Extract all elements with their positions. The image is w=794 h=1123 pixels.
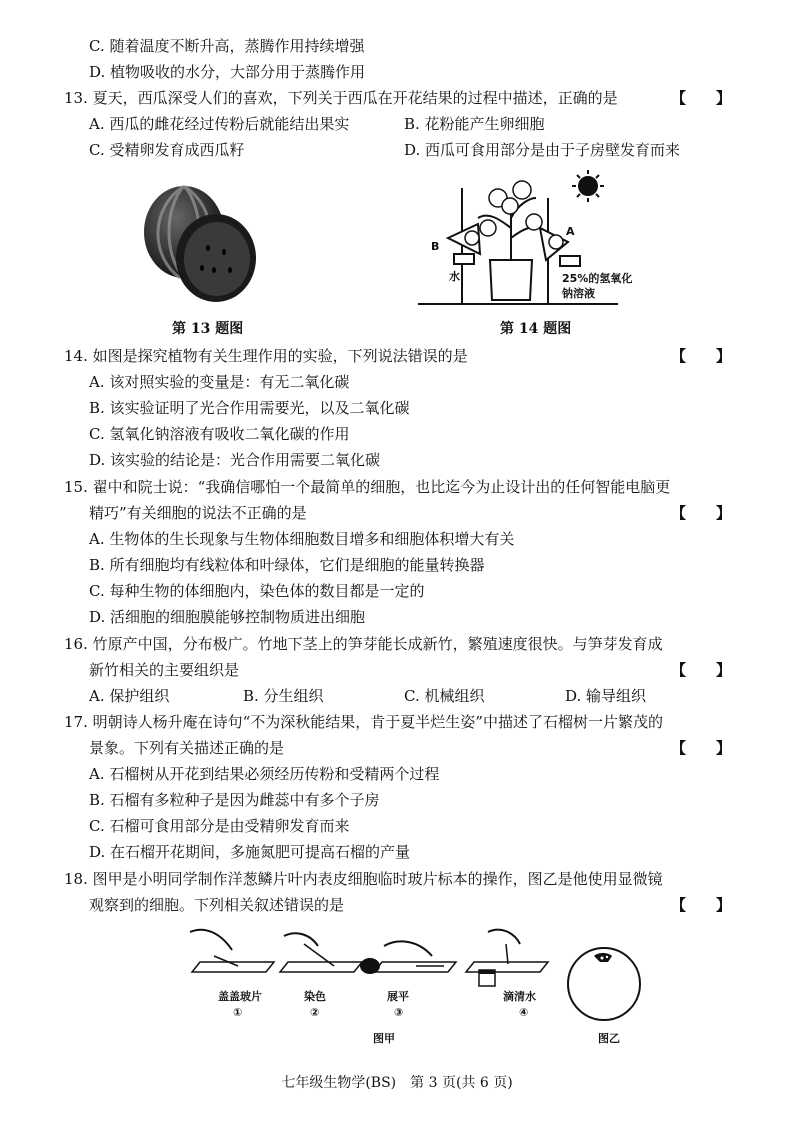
- fig14-label-b: B: [431, 240, 440, 253]
- q16-option-c: C. 机械组织: [404, 687, 485, 705]
- fig-yi-caption: 图乙: [598, 1032, 620, 1045]
- q16-stem-line2: 新竹相关的主要组织是: [89, 661, 240, 679]
- q16-stem-line1: 16. 竹原产中国，分布极广。竹地下茎上的笋芽能长成新竹，繁殖速度很快。与笋芽发育成: [64, 635, 663, 653]
- q18-answer-bracket: 【 】: [671, 896, 732, 914]
- q13-option-b: B. 花粉能产生卵细胞: [404, 115, 545, 133]
- fig14-label-water: 水: [449, 270, 460, 283]
- q17-stem-line2: 景象。下列有关描述正确的是: [89, 739, 285, 757]
- q18-stem-line2: 观察到的细胞。下列相关叙述错误的是: [89, 896, 345, 914]
- q15-option-d: D. 活细胞的细胞膜能够控制物质进出细胞: [89, 608, 366, 626]
- fig14-caption: 第 14 题图: [500, 321, 572, 337]
- slide-preparation-steps-illustration: [184, 926, 554, 988]
- q12-option-d: D. 植物吸收的水分，大部分用于蒸腾作用: [89, 63, 366, 81]
- watermelon-illustration: [140, 178, 260, 306]
- q15-option-c: C. 每种生物的体细胞内，染色体的数目都是一定的: [89, 582, 425, 600]
- q14-option-a: A. 该对照实验的变量是：有无二氧化碳: [89, 373, 350, 391]
- step2-number: ②: [310, 1006, 320, 1019]
- step2-label: 染色: [304, 990, 326, 1003]
- q14-answer-bracket: 【 】: [671, 347, 732, 365]
- q14-option-b: B. 该实验证明了光合作用需要光，以及二氧化碳: [89, 399, 410, 417]
- step1-number: ①: [233, 1006, 243, 1019]
- q13-option-a: A. 西瓜的雌花经过传粉后就能结出果实: [89, 115, 350, 133]
- step4-label: 滴清水: [503, 990, 536, 1003]
- step1-label: 盖盖玻片: [218, 990, 262, 1003]
- q17-option-d: D. 在石榴开花期间，多施氮肥可提高石榴的产量: [89, 843, 411, 861]
- page-footer: 七年级生物学(BS) 第 3 页(共 6 页): [281, 1075, 513, 1091]
- step4-number: ④: [519, 1006, 529, 1019]
- q14-option-c: C. 氢氧化钠溶液有吸收二氧化碳的作用: [89, 425, 350, 443]
- q13-answer-bracket: 【 】: [671, 89, 732, 107]
- step3-label: 展平: [387, 990, 409, 1003]
- q15-answer-bracket: 【 】: [671, 504, 732, 522]
- q16-option-a: A. 保护组织: [89, 687, 170, 705]
- q16-answer-bracket: 【 】: [671, 661, 732, 679]
- step3-number: ③: [394, 1006, 404, 1019]
- q15-stem-line1: 15. 翟中和院士说：“我确信哪怕一个最简单的细胞，也比迄今为止设计出的任何智能电脑更: [64, 478, 671, 496]
- q14-stem: 14. 如图是探究植物有关生理作用的实验，下列说法错误的是: [64, 347, 468, 365]
- fig14-label-a: A: [566, 225, 575, 238]
- q13-stem: 13. 夏天，西瓜深受人们的喜欢，下列关于西瓜在开花结果的过程中描述，正确的是: [64, 89, 618, 107]
- fig-jia-caption: 图甲: [373, 1032, 395, 1045]
- q15-option-a: A. 生物体的生长现象与生物体细胞数目增多和细胞体积增大有关: [89, 530, 515, 548]
- q14-option-d: D. 该实验的结论是：光合作用需要二氧化碳: [89, 451, 381, 469]
- q16-option-d: D. 输导组织: [565, 687, 647, 705]
- q13-option-d: D. 西瓜可食用部分是由于子房壁发育而来: [404, 141, 681, 159]
- fig14-label-naoh-line2: 钠溶液: [562, 287, 595, 300]
- q15-stem-line2: 精巧”有关细胞的说法不正确的是: [89, 504, 307, 522]
- q15-option-b: B. 所有细胞均有线粒体和叶绿体，它们是细胞的能量转换器: [89, 556, 485, 574]
- q17-option-a: A. 石榴树从开花到结果必须经历传粉和受精两个过程: [89, 765, 440, 783]
- fig13-caption: 第 13 题图: [172, 321, 244, 337]
- q13-option-c: C. 受精卵发育成西瓜籽: [89, 141, 245, 159]
- fig14-label-naoh-line1: 25%的氢氧化: [562, 272, 633, 285]
- q17-option-c: C. 石榴可食用部分是由受精卵发育而来: [89, 817, 350, 835]
- q17-stem-line1: 17. 明朝诗人杨升庵在诗句“不为深秋能结果，肯于夏半烂生姿”中描述了石榴树一片繁茂的: [64, 713, 663, 731]
- microscope-view-illustration: [564, 944, 644, 1026]
- q17-option-b: B. 石榴有多粒种子是因为雌蕊中有多个子房: [89, 791, 380, 809]
- q12-option-c: C. 随着温度不断升高，蒸腾作用持续增强: [89, 37, 365, 55]
- q18-stem-line1: 18. 图甲是小明同学制作洋葱鳞片叶内表皮细胞临时玻片标本的操作，图乙是他使用显微镜: [64, 870, 663, 888]
- q16-option-b: B. 分生组织: [243, 687, 324, 705]
- q17-answer-bracket: 【 】: [671, 739, 732, 757]
